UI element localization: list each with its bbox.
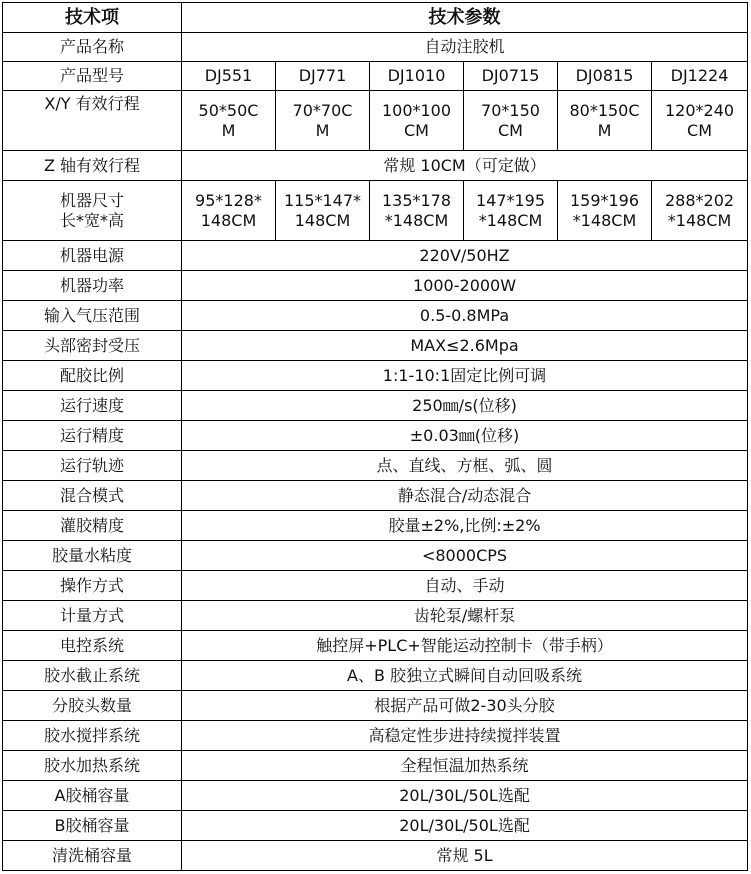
size-value: 147*195 *148CM xyxy=(464,181,558,241)
size-value: 288*202 *148CM xyxy=(652,181,748,241)
spec-row xyxy=(3,481,748,511)
spec-value: 220V/50HZ xyxy=(182,241,748,271)
spec-label: 胶水搅拌系统 xyxy=(3,721,182,751)
spec-value: ±0.03㎜(位移) xyxy=(182,421,748,451)
spec-row xyxy=(3,781,748,811)
xy-stroke-value: 70*70C M xyxy=(276,91,370,151)
model-label: 产品型号 xyxy=(3,62,182,91)
spec-label: 胶水加热系统 xyxy=(3,751,182,781)
z-stroke-label: Z 轴有效行程 xyxy=(3,151,182,181)
spec-row xyxy=(3,811,748,841)
spec-label: 清洗桶容量 xyxy=(3,841,182,871)
spec-row xyxy=(3,691,748,721)
spec-value: <8000CPS xyxy=(182,541,748,571)
spec-label: 胶量水粘度 xyxy=(3,541,182,571)
spec-label: 混合模式 xyxy=(3,481,182,511)
model-value: DJ771 xyxy=(276,62,370,91)
spec-row xyxy=(3,361,748,391)
row-xy-stroke xyxy=(3,91,748,151)
xy-stroke-label: X/Y 有效行程 xyxy=(3,91,182,151)
header-row xyxy=(3,3,748,33)
spec-value: A、B 胶独立式瞬间自动回吸系统 xyxy=(182,661,748,691)
spec-label: 分胶头数量 xyxy=(3,691,182,721)
spec-label: A胶桶容量 xyxy=(3,781,182,811)
model-value: DJ0715 xyxy=(464,62,558,91)
spec-row xyxy=(3,421,748,451)
spec-label: B胶桶容量 xyxy=(3,811,182,841)
spec-value: 胶量±2%,比例:±2% xyxy=(182,511,748,541)
spec-value: MAX≤2.6Mpa xyxy=(182,331,748,361)
spec-row xyxy=(3,451,748,481)
spec-value: 20L/30L/50L选配 xyxy=(182,781,748,811)
spec-row xyxy=(3,661,748,691)
size-value: 115*147* 148CM xyxy=(276,181,370,241)
spec-row xyxy=(3,271,748,301)
size-value: 135*178 *148CM xyxy=(370,181,464,241)
spec-row xyxy=(3,631,748,661)
model-value: DJ1010 xyxy=(370,62,464,91)
spec-row xyxy=(3,721,748,751)
model-value: DJ1224 xyxy=(652,62,748,91)
spec-value: 高稳定性步进持续搅拌装置 xyxy=(182,721,748,751)
spec-value: 0.5-0.8MPa xyxy=(182,301,748,331)
spec-value: 250㎜/s(位移) xyxy=(182,391,748,421)
model-value: DJ0815 xyxy=(558,62,652,91)
size-value: 159*196 *148CM xyxy=(558,181,652,241)
spec-row xyxy=(3,511,748,541)
product-name-value: 自动注胶机 xyxy=(182,33,748,62)
spec-row xyxy=(3,391,748,421)
spec-value: 触控屏+PLC+智能运动控制卡（带手柄） xyxy=(182,631,748,661)
spec-label: 灌胶精度 xyxy=(3,511,182,541)
spec-row xyxy=(3,751,748,781)
xy-stroke-value: 100*100 CM xyxy=(370,91,464,151)
row-product-name xyxy=(3,33,748,62)
spec-label: 计量方式 xyxy=(3,601,182,631)
spec-value: 常规 5L xyxy=(182,841,748,871)
spec-label: 输入气压范围 xyxy=(3,301,182,331)
header-item: 技术项 xyxy=(3,3,182,33)
spec-table xyxy=(2,2,748,871)
xy-stroke-value: 70*150 CM xyxy=(464,91,558,151)
spec-value: 齿轮泵/螺杆泵 xyxy=(182,601,748,631)
spec-value: 自动、手动 xyxy=(182,571,748,601)
spec-label: 运行精度 xyxy=(3,421,182,451)
spec-label: 头部密封受压 xyxy=(3,331,182,361)
spec-label: 机器电源 xyxy=(3,241,182,271)
spec-label: 操作方式 xyxy=(3,571,182,601)
spec-row xyxy=(3,541,748,571)
spec-row xyxy=(3,601,748,631)
model-value: DJ551 xyxy=(182,62,276,91)
size-label: 机器尺寸 长*宽*高 xyxy=(3,181,182,241)
spec-value: 1:1-10:1固定比例可调 xyxy=(182,361,748,391)
z-stroke-value: 常规 10CM（可定做） xyxy=(182,151,748,181)
spec-row xyxy=(3,841,748,871)
spec-label: 配胶比例 xyxy=(3,361,182,391)
spec-row xyxy=(3,571,748,601)
xy-stroke-value: 80*150C M xyxy=(558,91,652,151)
product-name-label: 产品名称 xyxy=(3,33,182,62)
row-size xyxy=(3,181,748,241)
spec-label: 电控系统 xyxy=(3,631,182,661)
spec-row xyxy=(3,331,748,361)
spec-label: 机器功率 xyxy=(3,271,182,301)
spec-row xyxy=(3,301,748,331)
spec-row xyxy=(3,241,748,271)
spec-value: 全程恒温加热系统 xyxy=(182,751,748,781)
spec-value: 点、直线、方框、弧、圆 xyxy=(182,451,748,481)
spec-label: 胶水截止系统 xyxy=(3,661,182,691)
spec-label: 运行轨迹 xyxy=(3,451,182,481)
size-value: 95*128* 148CM xyxy=(182,181,276,241)
row-model xyxy=(3,62,748,91)
spec-value: 1000-2000W xyxy=(182,271,748,301)
spec-value: 静态混合/动态混合 xyxy=(182,481,748,511)
spec-value: 根据产品可做2-30头分胶 xyxy=(182,691,748,721)
spec-value: 20L/30L/50L选配 xyxy=(182,811,748,841)
xy-stroke-value: 120*240 CM xyxy=(652,91,748,151)
spec-label: 运行速度 xyxy=(3,391,182,421)
header-params: 技术参数 xyxy=(182,3,748,33)
row-z-stroke xyxy=(3,151,748,181)
xy-stroke-value: 50*50C M xyxy=(182,91,276,151)
